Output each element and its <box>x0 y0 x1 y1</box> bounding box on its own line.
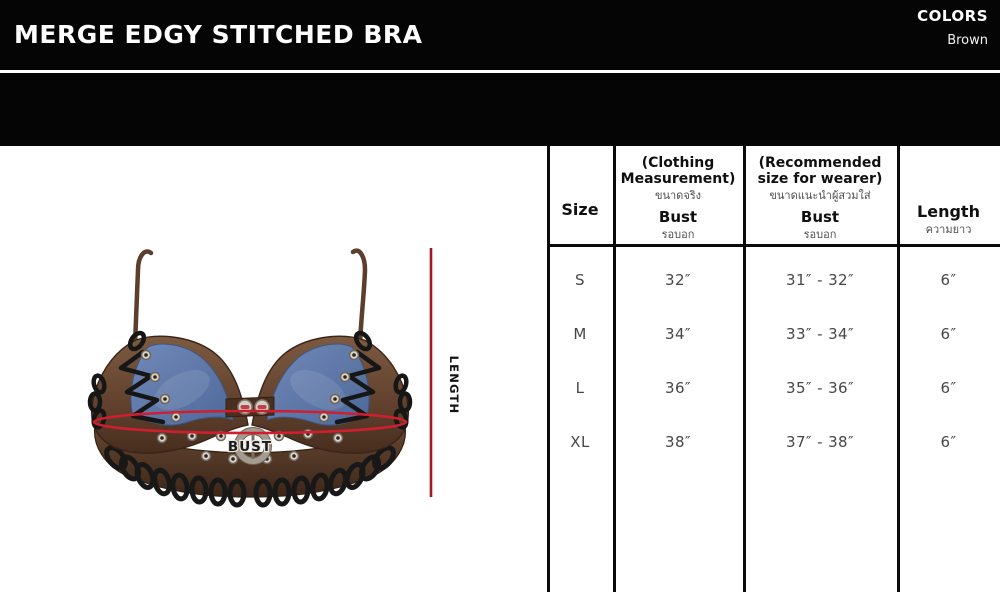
page-title: MERGE EDGY STITCHED BRA <box>14 20 423 49</box>
cell-length: 6″ <box>940 379 957 397</box>
column-header-size: Size <box>561 200 599 219</box>
table-row <box>547 415 1000 469</box>
bra-straps <box>135 251 365 345</box>
cell-length: 6″ <box>940 325 957 343</box>
size-chart-table <box>547 146 1000 592</box>
length-label: LENGTH <box>447 355 461 415</box>
cell-size: M <box>573 325 587 343</box>
column-header-recommended-size: (Recommended size for wearer) ขนาดแนะนำผู้สวมใส่ Bust รอบอก <box>757 155 883 241</box>
table-header-row <box>547 146 1000 244</box>
column-header-clothing-measurement: (Clothing Measurement) ขนาดจริง Bust รอบอก <box>620 155 736 241</box>
table-row <box>547 253 1000 307</box>
cell-size: S <box>575 271 585 289</box>
cell-clothing-bust: 34″ <box>665 325 691 343</box>
table-header-underline <box>547 244 1000 247</box>
cell-size: L <box>575 379 585 397</box>
table-row <box>547 361 1000 415</box>
cell-size: XL <box>570 433 590 451</box>
cell-recommended-bust: 33″ - 34″ <box>786 325 854 343</box>
bust-label: BUST <box>227 439 273 455</box>
cell-length: 6″ <box>940 271 957 289</box>
cell-clothing-bust: 36″ <box>665 379 691 397</box>
cell-recommended-bust: 31″ - 32″ <box>786 271 854 289</box>
cell-recommended-bust: 35″ - 36″ <box>786 379 854 397</box>
column-header-length: Length ความยาว <box>917 202 980 236</box>
table-body <box>547 253 1000 469</box>
colors-heading: COLORS <box>917 7 988 25</box>
cell-clothing-bust: 32″ <box>665 271 691 289</box>
cell-recommended-bust: 37″ - 38″ <box>786 433 854 451</box>
cell-clothing-bust: 38″ <box>665 433 691 451</box>
table-row <box>547 307 1000 361</box>
cell-length: 6″ <box>940 433 957 451</box>
color-value: Brown <box>947 33 988 48</box>
